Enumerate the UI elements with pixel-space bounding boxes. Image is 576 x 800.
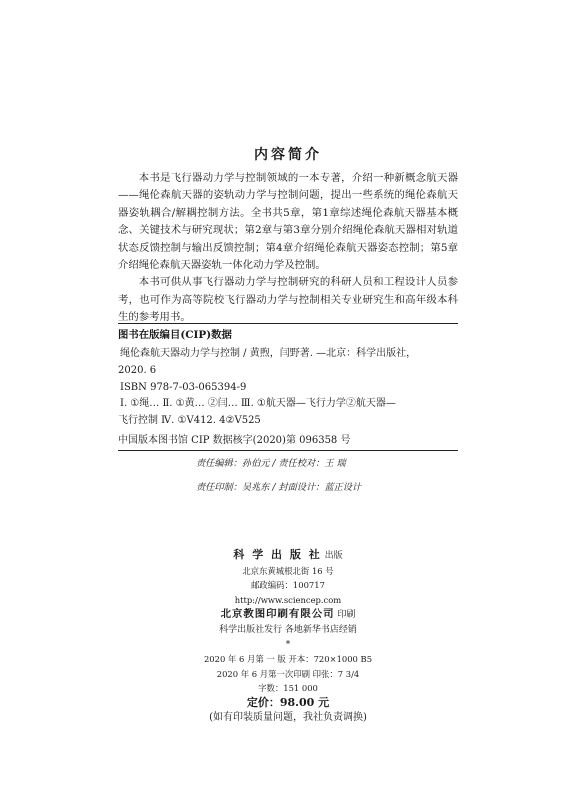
editorial-credits xyxy=(196,452,361,500)
book-summary xyxy=(118,170,458,327)
edition-line: 2020 年 6 月第 一 版 开本：720×1000 B5 xyxy=(203,654,373,665)
price-line: 定价：98.00 元 xyxy=(246,695,330,709)
printer-suffix: 印刷 xyxy=(337,610,356,621)
publisher-name: 科 学 出 版 社 xyxy=(233,548,322,561)
page-title: 内容简介 xyxy=(254,147,322,163)
summary-paragraph: 本书可供从事飞行器动力学与控制研究的科研人员和工程设计人员参考，也可作为高等院校飞行器动力学与控制相关专业研究生和高年级本科生的参考用书。 xyxy=(118,276,458,324)
printer-name: 北京教图印刷有限公司 xyxy=(220,608,335,621)
printer-line xyxy=(0,607,576,623)
credit-line: 责任印制：吴兆东 / 封面设计：蓝正设计 xyxy=(196,482,362,493)
printing-line: 2020 年 6 月第一次印刷 印张：7 3/4 xyxy=(216,668,360,679)
cip-heading: 图书在版编目(CIP)数据 xyxy=(118,329,232,341)
cip-line: 飞行控制 Ⅳ. ①V412. 4②V525 xyxy=(118,415,261,427)
credit-line: 责任编辑：孙伯元 / 责任校对：王 瑞 xyxy=(196,458,346,469)
cip-line: 绳伦森航天器动力学与控制 / 黄煦，闫野著. —北京：科学出版社， xyxy=(120,348,417,359)
publisher-website: http://www.sciencep.com xyxy=(234,594,342,605)
publisher-suffix: 出版 xyxy=(324,551,343,561)
cip-data-block xyxy=(118,323,458,451)
cip-line: 2020. 6 xyxy=(118,364,157,376)
publication-info xyxy=(0,548,576,725)
quality-note: (如有印装质量问题，我社负责调换) xyxy=(209,711,367,723)
cip-line: ISBN 978-7-03-065394-9 xyxy=(120,381,247,393)
cip-line: Ⅰ. ①绳… Ⅱ. ①黄… ②闫… Ⅲ. ①航天器—飞行力学②航天器— xyxy=(120,398,396,410)
separator-star: * xyxy=(285,639,291,650)
cip-record-number: 中国版本图书馆 CIP 数据核字(2020)第 096358 号 xyxy=(118,435,351,446)
summary-paragraph: 本书是飞行器动力学与控制领域的一本专著，介绍一种新概念航天器——绳伦森航天器的姿轨动力学与控制问题，提出一些系统的绳伦森航天器姿轨耦合/解耦控制方法。全书共5章，第1章综述绳伦森航天器基本概念、关键技术与研究现状；第2章与第3章分别介绍绳伦森航天器相对轨道状态反馈控制与输出反馈控制；第4章介绍绳伦森航天器姿态控制；第5章介绍绳伦森航天器姿轨一体化动力学及控制。 xyxy=(118,172,458,272)
wordcount-line: 字数：151 000 xyxy=(258,683,318,694)
publisher-address: 北京东黄城根北街 16 号 xyxy=(242,565,334,576)
distribution-line: 科学出版社发行 各地新华书店经销 xyxy=(219,624,357,635)
publisher-postcode: 邮政编码：100717 xyxy=(251,580,325,591)
publisher-line xyxy=(0,548,576,564)
cip-record xyxy=(118,346,458,430)
